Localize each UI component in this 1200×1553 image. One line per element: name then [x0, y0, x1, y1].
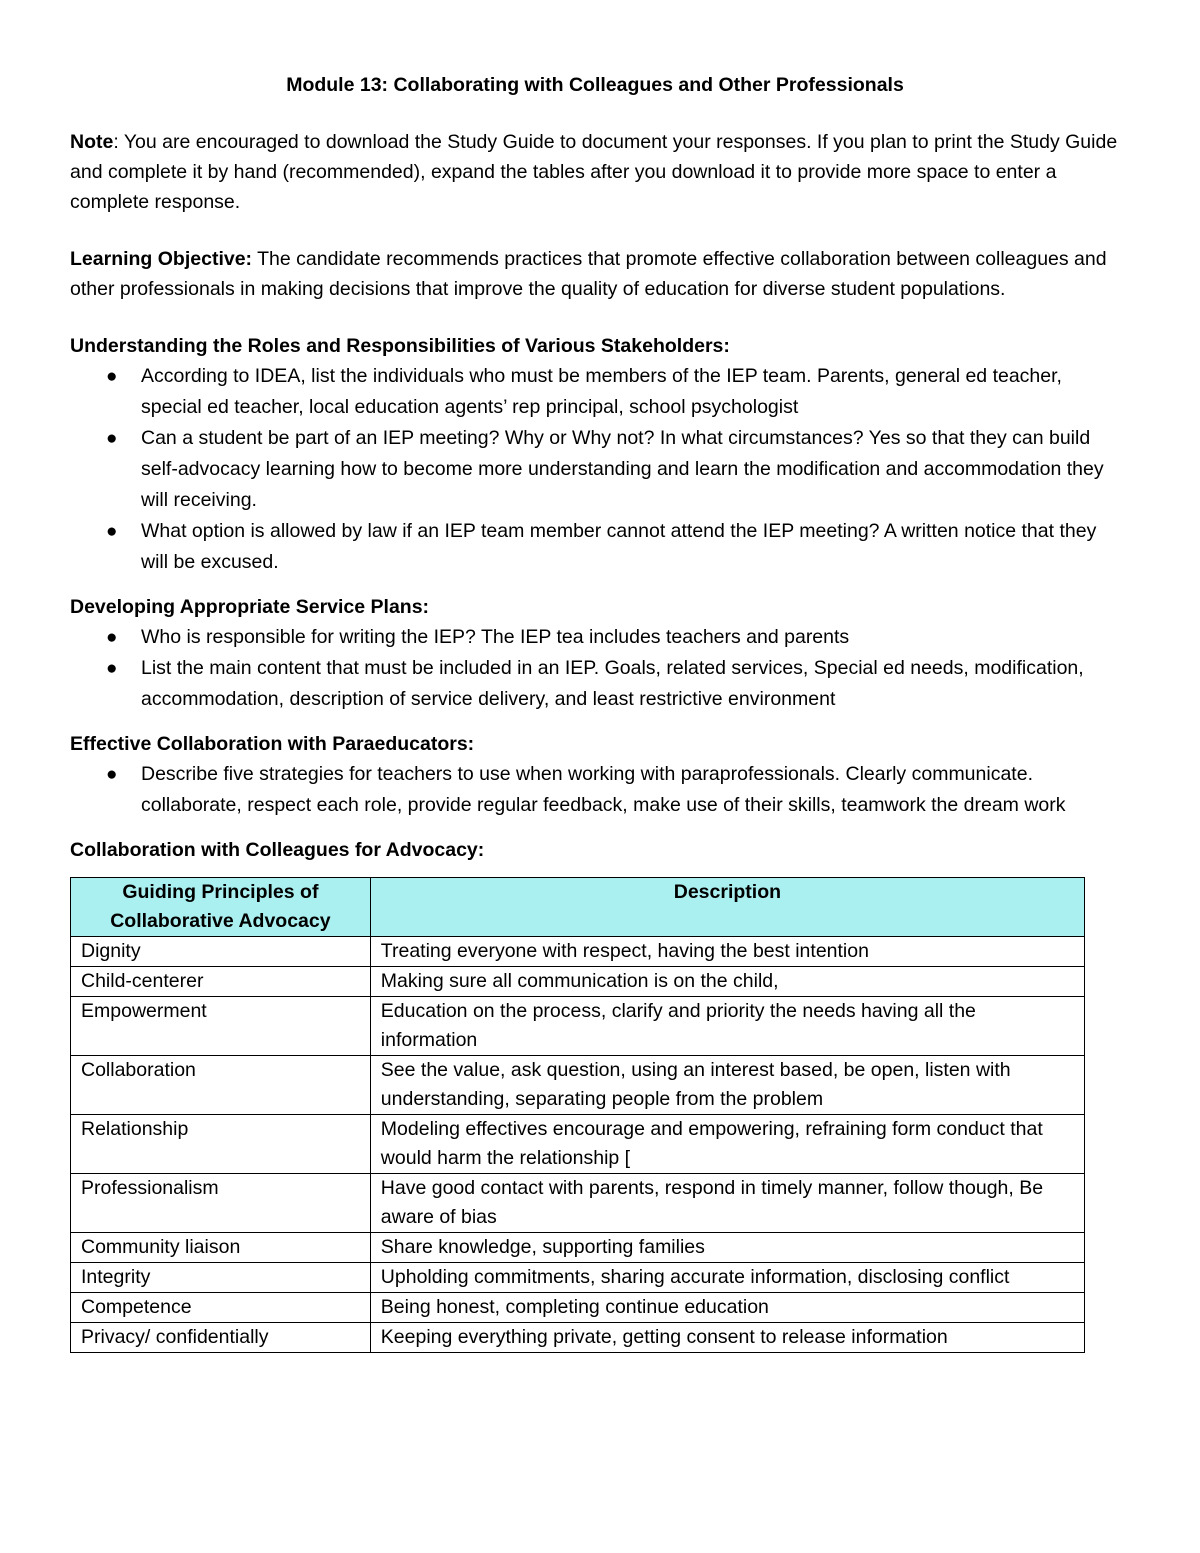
list-item-text: Can a student be part of an IEP meeting? Why or Why not? In what circumstances? Yes so that they can build self-advocacy learning how to become more understanding and learn the modification and accommodation they will receiving. [141, 427, 1104, 511]
description-cell: Treating everyone with respect, having the best intention [370, 937, 1084, 967]
section-stakeholders [70, 331, 1120, 578]
description-cell: Modeling effectives encourage and empowering, refraining form conduct that would harm the relationship [ [370, 1115, 1084, 1174]
bullet-icon: ● [106, 658, 118, 679]
table-row [71, 937, 1085, 967]
section-heading: Collaboration with Colleagues for Advocacy: [70, 839, 485, 861]
principle-cell: Community liaison [71, 1233, 371, 1263]
question-list [70, 622, 1120, 715]
bullet-icon: ● [106, 428, 118, 449]
table-row [71, 997, 1085, 1056]
note-label: Note [70, 131, 114, 153]
table-row [71, 1263, 1085, 1293]
table-row [71, 1174, 1085, 1233]
principle-cell: Privacy/ confidentially [71, 1323, 371, 1353]
list-item-text: Who is responsible for writing the IEP? The IEP tea includes teachers and parents [141, 626, 850, 648]
description-cell: See the value, ask question, using an interest based, be open, listen with understanding, separating people from the problem [370, 1056, 1084, 1115]
page-title: Module 13: Collaborating with Colleagues and Other Professionals [286, 74, 904, 96]
bullet-icon: ● [106, 627, 118, 648]
description-cell: Being honest, completing continue education [370, 1293, 1084, 1323]
principle-cell: Empowerment [71, 997, 371, 1056]
list-item-text: What option is allowed by law if an IEP team member cannot attend the IEP meeting? A written notice that they will be excused. [141, 520, 1097, 573]
principle-cell: Collaboration [71, 1056, 371, 1115]
note-text: : You are encouraged to download the Study Guide to document your responses. If you plan to print the Study Guide and complete it by hand (recommended), expand the tables after you download it to provide more space to enter a complete response. [70, 131, 1118, 213]
bullet-icon: ● [106, 764, 118, 785]
description-cell: Making sure all communication is on the child, [370, 967, 1084, 997]
principle-cell: Dignity [71, 937, 371, 967]
list-item [70, 759, 1120, 821]
section-heading: Understanding the Roles and Responsibilities of Various Stakeholders: [70, 335, 730, 357]
description-cell: Share knowledge, supporting families [370, 1233, 1084, 1263]
principle-cell: Competence [71, 1293, 371, 1323]
principle-cell: Child-centerer [71, 967, 371, 997]
list-item-text: List the main content that must be included in an IEP. Goals, related services, Special ed needs, modification, accommodation, description of service delivery, and least restrictive environment [141, 657, 1084, 710]
document-page [70, 70, 1120, 1353]
section-heading: Effective Collaboration with Paraeducators: [70, 733, 475, 755]
learning-objective-paragraph [70, 244, 1120, 304]
table-row [71, 1323, 1085, 1353]
table-row [71, 1233, 1085, 1263]
description-cell: Upholding commitments, sharing accurate information, disclosing conflict [370, 1263, 1084, 1293]
list-item-text: Describe five strategies for teachers to use when working with paraprofessionals. Clearly communicate. collaborate, respect each role, provide regular feedback, make use of their skills, teamwork the dream work [141, 763, 1066, 816]
section-heading: Developing Appropriate Service Plans: [70, 596, 430, 618]
column-header-description: Description [370, 878, 1084, 937]
list-item [70, 653, 1120, 715]
list-item [70, 622, 1120, 653]
description-cell: Education on the process, clarify and priority the needs having all the information [370, 997, 1084, 1056]
list-item-text: According to IDEA, list the individuals who must be members of the IEP team. Parents, general ed teacher, special ed teacher, local education agents’ rep principal, school psychologist [141, 365, 1062, 418]
learning-objective-text: The candidate recommends practices that promote effective collaboration between colleagues and other professionals in making decisions that improve the quality of education for diverse student populations. [70, 248, 1107, 300]
list-item [70, 516, 1120, 578]
advocacy-table [70, 877, 1085, 1353]
section-paraeducators [70, 729, 1120, 821]
question-list [70, 759, 1120, 821]
table-row [71, 1293, 1085, 1323]
note-paragraph [70, 127, 1120, 217]
learning-objective-label: Learning Objective: [70, 248, 253, 270]
question-list [70, 361, 1120, 578]
bullet-icon: ● [106, 521, 118, 542]
section-service-plans [70, 592, 1120, 715]
principle-cell: Professionalism [71, 1174, 371, 1233]
description-cell: Have good contact with parents, respond in timely manner, follow though, Be aware of bias [370, 1174, 1084, 1233]
table-header-row [71, 878, 1085, 937]
bullet-icon: ● [106, 366, 118, 387]
table-row [71, 1056, 1085, 1115]
list-item [70, 423, 1120, 516]
table-row [71, 1115, 1085, 1174]
description-cell: Keeping everything private, getting consent to release information [370, 1323, 1084, 1353]
column-header-principles: Guiding Principles of Collaborative Advocacy [71, 878, 371, 937]
principle-cell: Relationship [71, 1115, 371, 1174]
section-advocacy [70, 835, 1120, 1353]
principle-cell: Integrity [71, 1263, 371, 1293]
table-row [71, 967, 1085, 997]
list-item [70, 361, 1120, 423]
